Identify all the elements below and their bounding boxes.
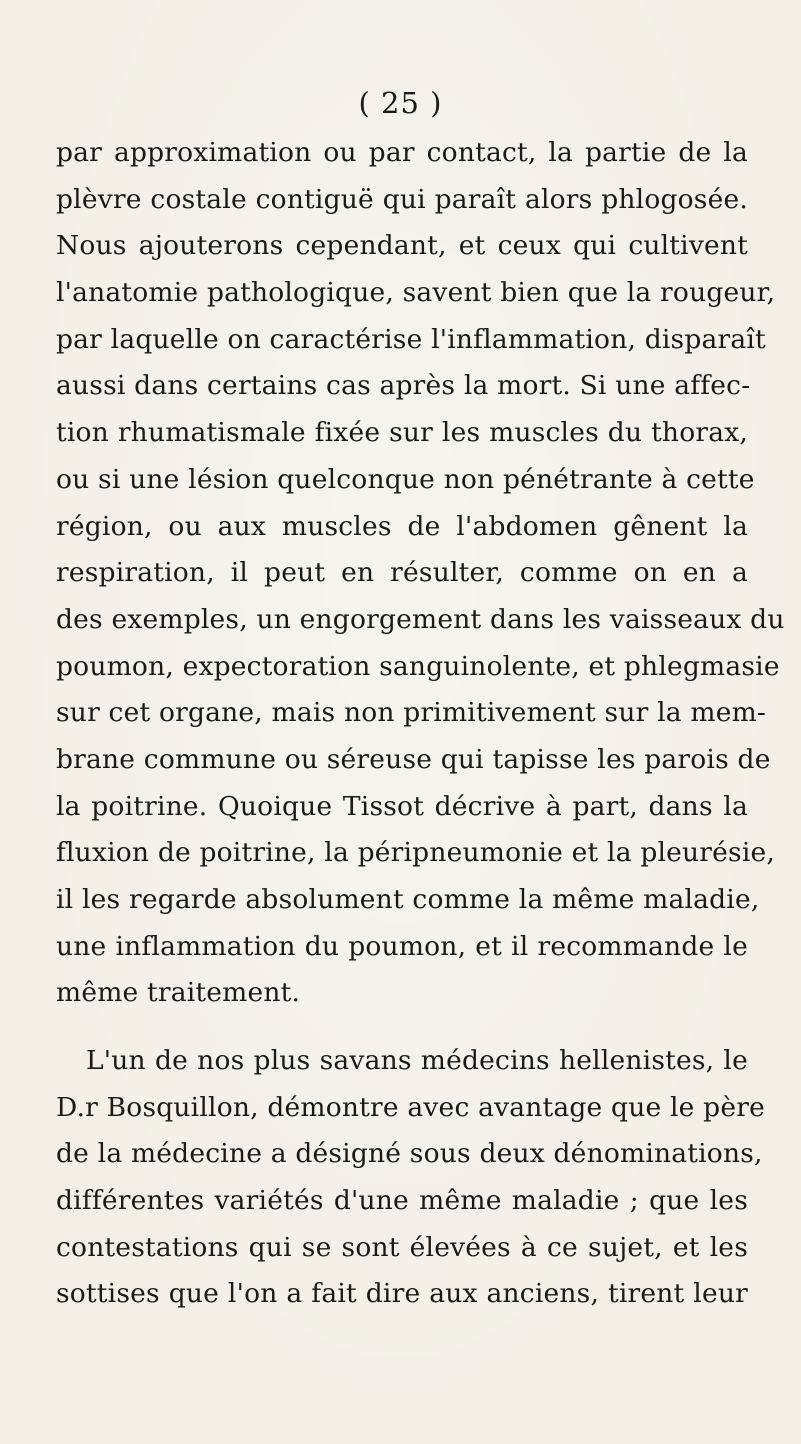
text-line: respiration, il peut en résulter, comme on en a	[56, 557, 748, 589]
text-line: la poitrine. Quoique Tissot décrive à part, dans la	[56, 790, 748, 822]
text-line: L'un de nos plus savans médecins hellenistes, le	[86, 1045, 748, 1076]
text-line: aussi dans certains cas après la mort. Si une affec-	[56, 370, 751, 402]
text-line: brane commune ou séreuse qui tapisse les parois de	[56, 743, 771, 775]
text-line: sur cet organe, mais non primitivement sur la mem-	[56, 697, 767, 729]
text-line: fluxion de poitrine, la péripneumonie et la pleurésie,	[56, 837, 776, 869]
text-line: ou si une lésion quelconque non pénétrante à cette	[56, 463, 755, 495]
text-line: même traitement.	[56, 977, 301, 1009]
text-line: des exemples, un engorgement dans les vaisseaux du	[56, 603, 785, 635]
paragraph-2	[56, 1038, 765, 1318]
text-line: il les regarde absolument comme la même maladie,	[56, 884, 760, 915]
text-line: l'anatomie pathologique, savent bien que la rougeur,	[56, 277, 776, 309]
text-line: poumon, expectoration sanguinolente, et phlegmasie	[56, 650, 780, 682]
text-line: par laquelle on caractérise l'inflammation, disparaît	[56, 323, 766, 355]
text-line: plèvre costale contiguë qui paraît alors phlogosée.	[56, 183, 748, 215]
text-line: D.r Bosquillon, démontre avec avantage que le père	[56, 1091, 765, 1123]
text-line: région, ou aux muscles de l'abdomen gênent la	[56, 510, 748, 542]
text-line: contestations qui se sont élevées à ce sujet, et les	[56, 1231, 748, 1263]
text-line: de la médecine a désigné sous deux dénominations,	[56, 1138, 763, 1170]
text-line: par approximation ou par contact, la partie de la	[56, 137, 748, 168]
text-line: une inflammation du poumon, et il recommande le	[56, 930, 748, 962]
text-line: sottises que l'on a fait dire aux anciens, tirent leur	[56, 1278, 748, 1310]
page-number: ( 25 )	[358, 86, 443, 120]
text-line: tion rhumatismale fixée sur les muscles du thorax,	[56, 417, 748, 449]
text-line: différentes variétés d'une même maladie ; que les	[56, 1185, 748, 1217]
paragraph-1	[56, 130, 785, 1017]
text-line: Nous ajouterons cependant, et ceux qui cultivent	[56, 230, 748, 262]
